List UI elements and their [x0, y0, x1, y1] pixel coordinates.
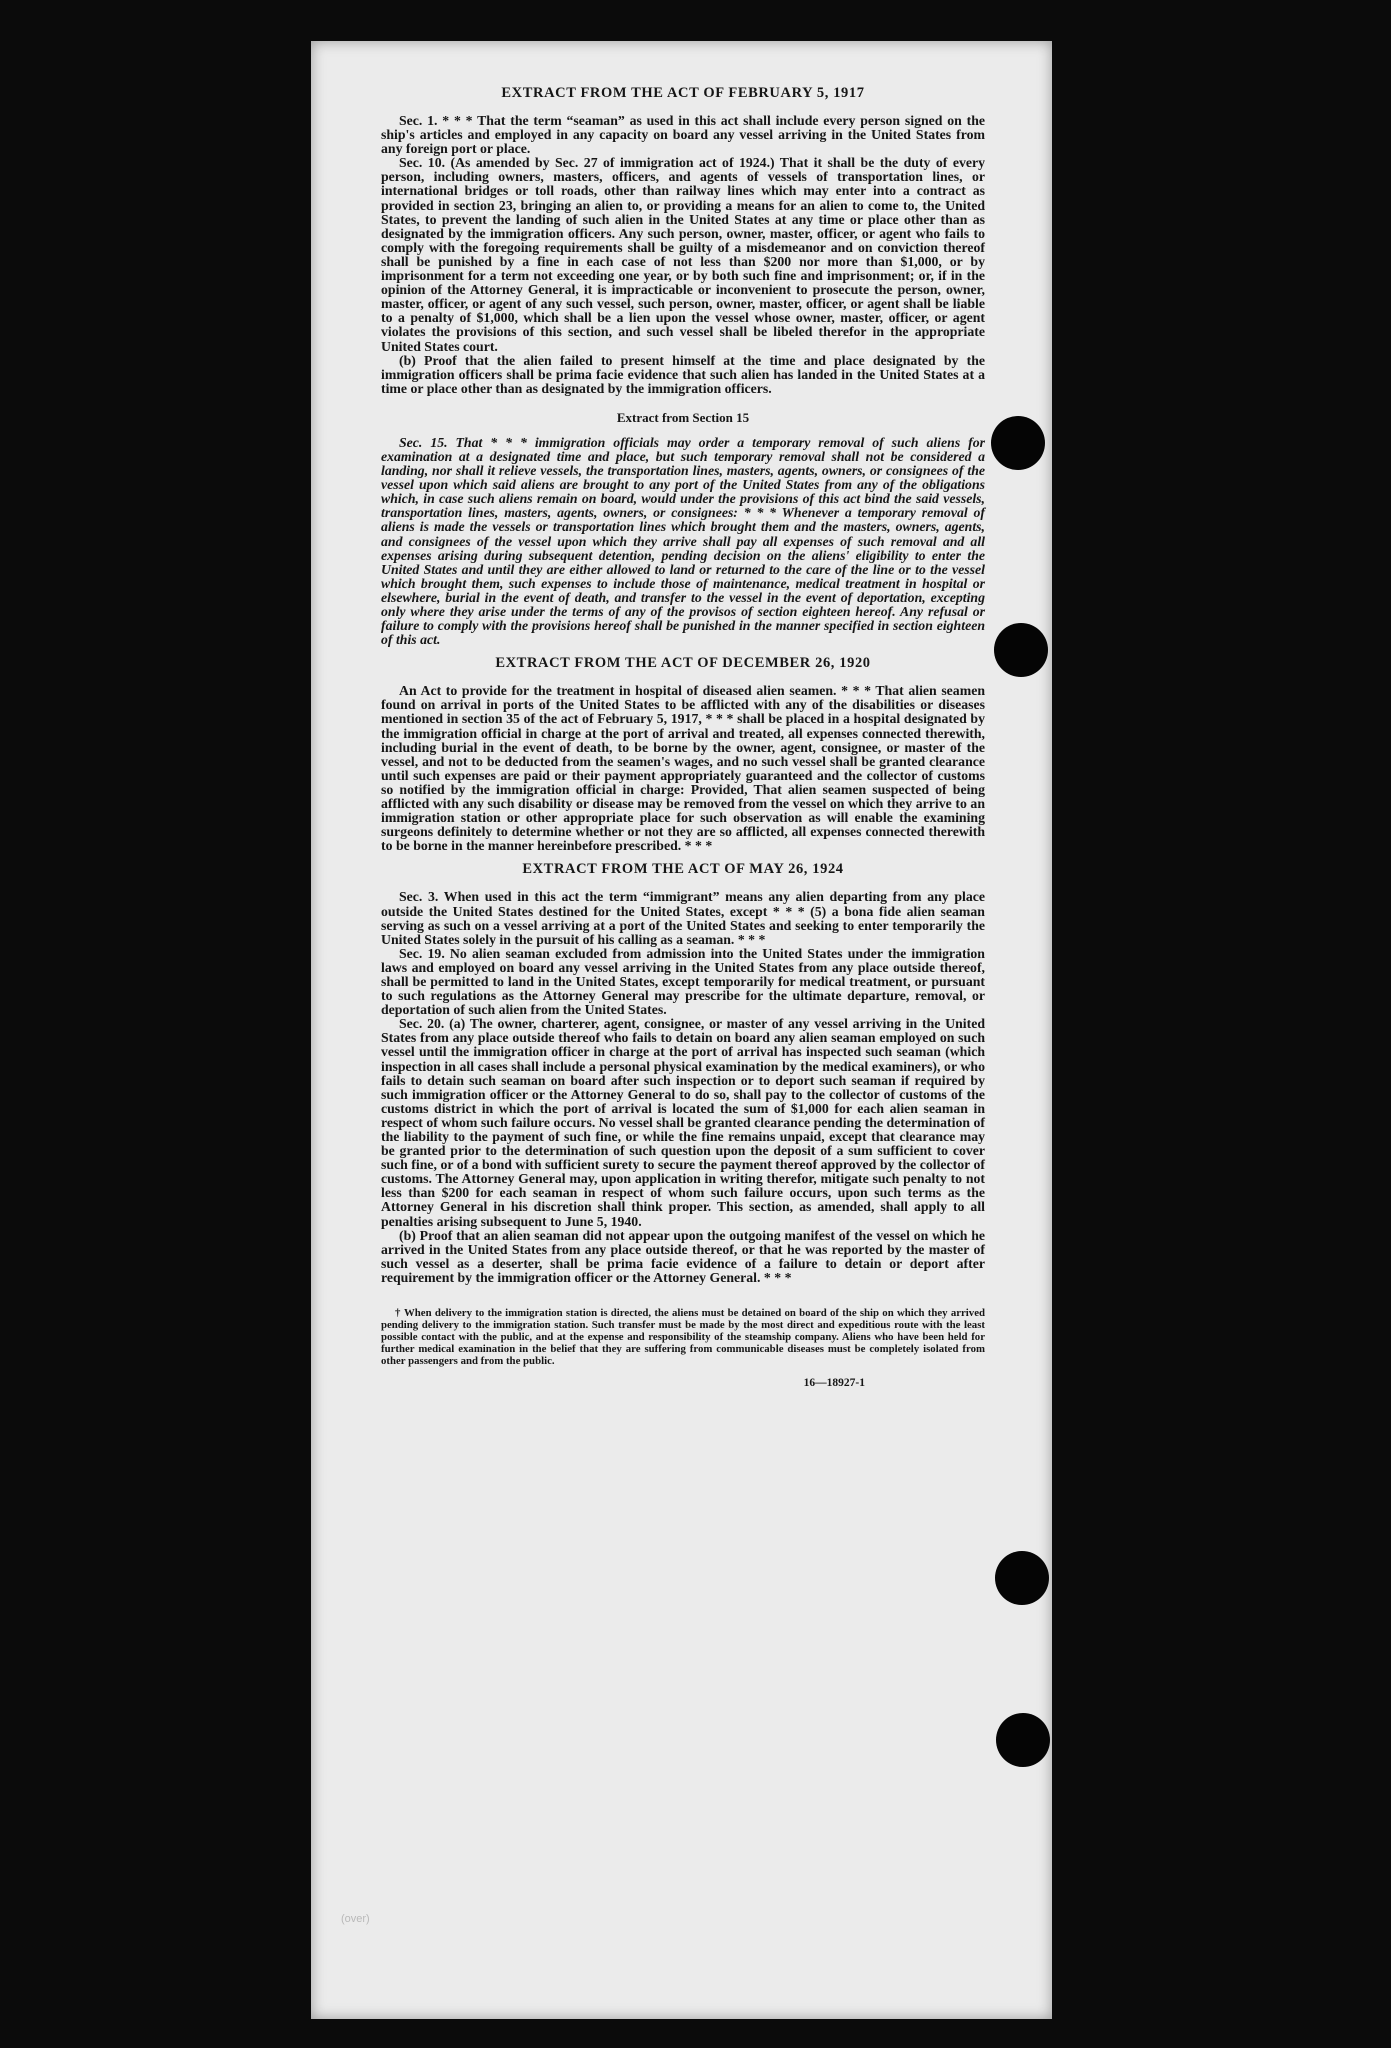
form-code: 16—18927-1: [803, 1377, 865, 1390]
section-10-text: Sec. 10. (As amended by Sec. 27 of immigration act of 1924.) That it shall be the duty of every person, including owners, masters, officers, and agents of vessels of transportation lines, or international bridges or toll roads, other than railway lines which may enter into a contract as provided in section 23, bringing an alien to, or providing a means for an alien to come to, the United States, to prevent the landing of such alien in the United States at any time or place other than as designated by the immigration officers. Any such person, owner, master, officer, or agent who fails to comply with the foregoing requirements shall be guilty of a misdemeanor and on conviction thereof shall be punished by a fine in each case of not less than $200 nor more than $1,000, or by imprisonment for a term not exceeding one year, or by both such fine and imprisonment; or, if in the opinion of the Attorney General, it is impracticable or inconvenient to prosecute the person, owner, master, officer, or agent of any such vessel, such person, owner, master, officer, or agent shall be liable to a penalty of $1,000, which shall be a lien upon the vessel whose owner, master, officer, or agent violates the provisions of this section, and such vessel shall be libeled therefor in the appropriate United States court.: [381, 155, 985, 354]
section-20-text: Sec. 20. (a) The owner, charterer, agent, consignee, or master of any vessel arriving in the United States from any place outside thereof who fails to detain on board any alien seaman employed on such vessel until the immigration officer in charge at the port of arrival has inspected such seaman (which inspection in all cases shall include a personal physical examination by the medical examiners), or who fails to detain such seaman on board after such inspection or to deport such seaman if required by such immigration officer or the Attorney General to do so, shall pay to the collector of customs of the customs district in which the port of arrival is located the sum of $1,000 for each alien seaman in respect of whom such failure occurs. No vessel shall be granted clearance pending the determination of the liability to the payment of such fine, or while the fine remains unpaid, except that clearance may be granted prior to the determination of such question upon the deposit of a sum sufficient to cover such fine, or of a bond with sufficient surety to secure the payment thereof approved by the collector of customs. The Attorney General may, upon application in writing therefor, mitigate such penalty to not less than $200 for each seaman in respect of whom such failure occurs, upon such terms as the Attorney General in his discretion shall think proper. This section, as amended, shall apply to all penalties arising subsequent to June 5, 1940.: [381, 1016, 985, 1229]
faint-over-mark: (over): [341, 1913, 370, 1925]
act-1920-text: An Act to provide for the treatment in hospital of diseased alien seamen. * * * That alien seamen found on arrival in ports of the United States to be afflicted with any of the disabilities or diseases mentioned in section 35 of the act of February 5, 1917, * * * shall be placed in a hospital designated by the immigration official in charge at the port of arrival and treated, all expenses connected therewith, including burial in the event of death, to be borne by the owner, agent, consignee, or master of the vessel, and not to be deducted from the seamen's wages, and no such vessel shall be granted clearance until such expenses are paid or their payment appropriately guaranteed and the collector of customs so notified by the immigration official in charge: Provided, That alien seamen suspected of being afflicted with any such disability or disease may be removed from the vessel on which they arrive to an immigration station or other appropriate place for such observation as will enable the examining surgeons definitely to determine whether or not they are so afflicted, all expenses connected therewith to be borne in the manner hereinbefore prescribed. * * *: [381, 683, 985, 854]
document-page: [311, 41, 1052, 2019]
section-3-text: Sec. 3. When used in this act the term “immigrant” means any alien departing from any place outside the United States destined for the United States, except * * * (5) a bona fide alien seaman serving as such on a vessel arriving at a port of the United States and seeking to enter temporarily the United States solely in the pursuit of his calling as a seaman. * * *: [381, 889, 985, 947]
section-19-text: Sec. 19. No alien seaman excluded from admission into the United States under the immigration laws and employed on board any vessel arriving in the United States from any place outside thereof, shall be permitted to land in the United States, except temporarily for medical treatment, or pursuant to such regulations as the Attorney General may prescribe for the ultimate departure, removal, or deportation of such alien from the United States.: [381, 945, 985, 1018]
punch-hole-4: [996, 1713, 1050, 1767]
punch-hole-2: [994, 623, 1048, 677]
footnote: † When delivery to the immigration station is directed, the aliens must be detained on board of the ship on which they arrived pending delivery to the immigration station. Such transfer must be made by the most direct and expeditious route with the least possible contact with the public, and at the expense and responsibility of the steamship company. Aliens who have been held for further medical examination in the belief that they are suffering from communicable diseases must be completely isolated from other passengers and from the public.: [381, 1307, 985, 1368]
section-1-text: Sec. 1. * * * That the term “seaman” as used in this act shall include every person signed on the ship's articles and employed in any capacity on board any vessel arriving in the United States from any foreign port or place.: [381, 113, 985, 157]
section-15-text: Sec. 15. That * * * immigration officials may order a temporary removal of such aliens for examination at a designated time and place, but such temporary removal shall not be considered a landing, nor shall it relieve vessels, the transportation lines, masters, agents, owners, or consignees of the vessel upon which said aliens are brought to any port of the United States from any of the obligations which, in case such aliens remain on board, would under the provisions of this act bind the said vessels, transportation lines, masters, agents, owners, or consignees: * * * Whenever a temporary removal of aliens is made the vessels or transportation lines which brought them and the masters, owners, agents, and consignees of the vessel upon which they arrive shall pay all expenses of such removal and all expenses arising during subsequent detention, pending decision on the aliens' eligibility to enter the United States and until they are either allowed to land or returned to the care of the line or to the vessel which brought them, such expenses to include those of maintenance, medical treatment in hospital or elsewhere, burial in the event of death, and transfer to the vessel in the event of deportation, excepting only where they arise under the terms of any of the provisos of section eighteen hereof. Any refusal or failure to comply with the provisions hereof shall be punished in the manner specified in section eighteen of this act.: [381, 434, 985, 648]
heading-act-1920: EXTRACT FROM THE ACT OF DECEMBER 26, 1920: [495, 655, 871, 672]
document-body: [381, 85, 985, 1389]
heading-act-1924: EXTRACT FROM THE ACT OF MAY 26, 1924: [522, 861, 844, 878]
subheading-section-15: Extract from Section 15: [616, 409, 750, 425]
heading-act-1917: EXTRACT FROM THE ACT OF FEBRUARY 5, 1917: [501, 85, 865, 101]
punch-hole-3: [995, 1551, 1049, 1605]
section-20b-text: (b) Proof that an alien seaman did not appear upon the outgoing manifest of the vessel on which he arrived in the United States from any place outside thereof, or that he was reported by the master of such vessel as a deserter, shall be prima facie evidence of a failure to detain or deport after requirement by the immigration officer or the Attorney General. * * *: [381, 1227, 985, 1285]
section-10b-text: (b) Proof that the alien failed to present himself at the time and place designated by the immigration officers shall be prima facie evidence that such alien has landed in the United States at a time or place other than as designated by the immigration officers.: [381, 352, 985, 396]
punch-hole-1: [991, 416, 1045, 470]
